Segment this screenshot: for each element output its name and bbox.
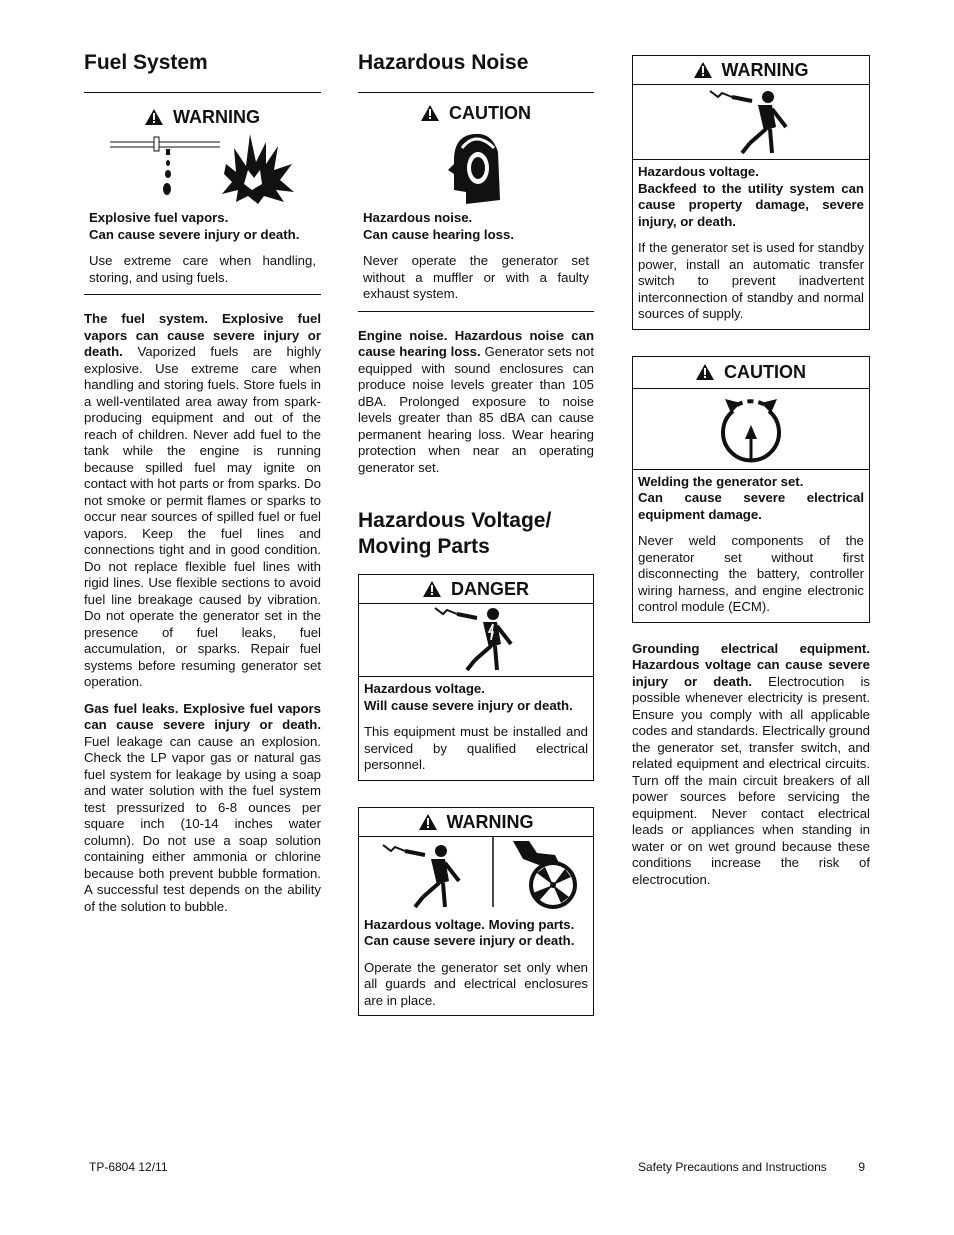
footer-doc-number: TP-6804 12/11: [89, 1160, 168, 1174]
page-number: 9: [858, 1160, 865, 1174]
paragraph-text: Vaporized fuels are highly explosive. Use extreme care when handling and storing fuels. Store fuels in a well-ventilated area away from spark-producing equipment and out of the reach of children. Never add fuel to the tank while the engine is running because spilled fuel may ignite on contact with hot parts or from sparks. Do not smoke or permit flames or sparks to occur near sources of spilled fuel or fuel vapors. Keep the fuel lines and connections tight and in good condition. Do not replace flexible fuel lines with rigid lines. Use flexible sections to avoid fuel line breakage caused by vibration. Do not operate the generator set in the presence of fuel leaks, fuel accumulation, or sparks. Repair fuel systems before resuming generator set operation.: [84, 344, 321, 689]
hearing-protection-pictogram: [358, 130, 594, 210]
hazard-consequence: Will cause severe injury or death.: [364, 697, 573, 713]
hazard-consequence: Can cause hearing loss.: [363, 226, 514, 242]
danger-label: DANGER: [450, 579, 529, 599]
warning-label: WARNING: [721, 60, 809, 80]
warning-triangle-icon: [145, 109, 163, 125]
shock-and-fan-icon: [359, 837, 593, 911]
electric-shock-icon: [383, 845, 459, 907]
fuel-explosion-pictogram: [84, 134, 321, 210]
warning-header: [359, 808, 593, 837]
warning-label: WARNING: [446, 811, 534, 832]
hazard-consequence: Backfeed to the utility system can cause property damage, severe injury, or death.: [638, 180, 864, 229]
welding-pictogram: [633, 389, 869, 470]
paragraph-fuel-system: [84, 311, 321, 691]
warning-triangle-icon: [694, 62, 712, 78]
paragraph-engine-noise: [358, 328, 594, 477]
hazard-avoidance: Operate the generator set only when all guards and electrical enclosures are in place.: [364, 959, 588, 1008]
warning-triangle-icon: [421, 105, 439, 121]
hazard-avoidance: Use extreme care when handling, storing, and using fuels.: [89, 253, 316, 285]
esd-icon: [711, 389, 791, 465]
caution-label: CAUTION: [449, 103, 531, 123]
caution-label: CAUTION: [724, 361, 806, 382]
divider: [84, 92, 321, 93]
caution-sign-noise: [358, 103, 594, 312]
footer-right: [638, 1160, 870, 1174]
explosion-icon: [222, 134, 294, 204]
hazard-consequence: Can cause severe electrical equipment damage.: [638, 490, 864, 522]
ear-protection-icon: [446, 130, 506, 206]
caution-header: [633, 357, 869, 389]
paragraph-text: Fuel leakage can cause an explosion. Check the LP vapor gas or natural gas fuel system for leakage by using a soap and water solution with the fuel system test pressurized to 6-8 ounces per square inch (10-14 inches water column). Do not use a soap solution containing either ammonia or chlorine because both prevent bubble formation. A successful test depends on the ability of the solution to bubble.: [84, 733, 321, 914]
fuel-leak-icon: [108, 134, 298, 206]
warning-triangle-icon: [419, 814, 437, 830]
warning-header: [84, 107, 321, 128]
paragraph-text: Electrocution is possible whenever electricity is present. Ensure you comply with all applicable codes and standards. Electrically ground the generator set, transfer switch, and related equipment and electrical circuits. Turn off the main circuit breakers of all power sources before servicing the equipment. Never contact electrical leads or appliances when standing in water or on wet ground because these conditions increase the risk of electrocution.: [632, 673, 870, 887]
heading-fuel-system: Fuel System: [84, 51, 208, 74]
warning-header: [633, 56, 869, 85]
warning-sign-fuel: [84, 107, 321, 295]
hazard-title: Welding the generator set.: [638, 473, 804, 489]
hazard-consequence: Can cause severe injury or death.: [89, 226, 300, 242]
hazard-avoidance: Never operate the generator set without a muffler or with a faulty exhaust system.: [363, 253, 589, 301]
electric-shock-icon: [431, 604, 521, 674]
paragraph-lead: The fuel system. Explosive fuel vapors can cause severe injury or death.: [84, 311, 321, 359]
caution-header: [358, 103, 594, 124]
column-hazardous-noise: [358, 50, 594, 1016]
hazard-title: Hazardous voltage. Moving parts.: [364, 916, 575, 932]
fan-hand-icon: [513, 841, 577, 909]
warning-box-backfeed: [632, 55, 870, 330]
paragraph-lead: Gas fuel leaks. Explosive fuel vapors can cause severe injury or death.: [84, 700, 321, 732]
warning-triangle-icon: [696, 364, 714, 380]
footer-section-title: Safety Precautions and Instructions: [638, 1160, 827, 1174]
caution-box-welding: [632, 356, 870, 623]
column-grounding: [632, 55, 870, 888]
hazard-title: Explosive fuel vapors.: [89, 210, 229, 225]
paragraph-text: Generator sets not equipped with sound enclosures can produce noise levels greater than 105 dBA. Prolonged exposure to noise levels greater than 85 dBA can cause permanent hearing loss. Wear hearing protection when near an operating generator set.: [358, 344, 594, 475]
electric-shock-icon: [706, 85, 796, 157]
paragraph-lead: Grounding electrical equipment. Hazardous voltage can cause severe injury or death.: [632, 640, 870, 689]
voltage-moving-parts-pictogram: [359, 837, 593, 911]
heading-hazardous-voltage: Hazardous Voltage/ Moving Parts: [358, 509, 552, 558]
hazard-avoidance: If the generator set is used for standby power, install an automatic transfer switch to prevent inadvertent interconnection of standby and normal sources of supply.: [638, 240, 864, 321]
heading-hazardous-noise: Hazardous Noise: [358, 51, 529, 74]
hazard-avoidance: Never weld components of the generator set without first disconnecting the battery, controller wiring harness, and engine electronic control module (ECM).: [638, 533, 864, 614]
paragraph-grounding: [632, 641, 870, 889]
warning-label: WARNING: [173, 107, 260, 127]
hazard-title: Hazardous voltage.: [638, 164, 759, 179]
electrocution-pictogram: [359, 604, 593, 677]
hazard-consequence: Can cause severe injury or death.: [364, 933, 575, 948]
paragraph-gas-fuel-leaks: [84, 701, 321, 916]
hazard-avoidance: This equipment must be installed and serviced by qualified electrical personnel.: [364, 724, 588, 772]
hazard-title: Hazardous noise.: [363, 210, 473, 225]
paragraph-lead: Engine noise. Hazardous noise can cause hearing loss.: [358, 327, 594, 359]
warning-triangle-icon: [423, 581, 441, 597]
column-fuel-system: [84, 50, 321, 915]
divider: [358, 92, 594, 93]
electrocution-pictogram: [633, 85, 869, 160]
warning-box-moving-parts: [358, 807, 594, 1017]
danger-header: [359, 575, 593, 604]
hazard-title: Hazardous voltage.: [364, 681, 485, 696]
danger-box-voltage: [358, 574, 594, 781]
